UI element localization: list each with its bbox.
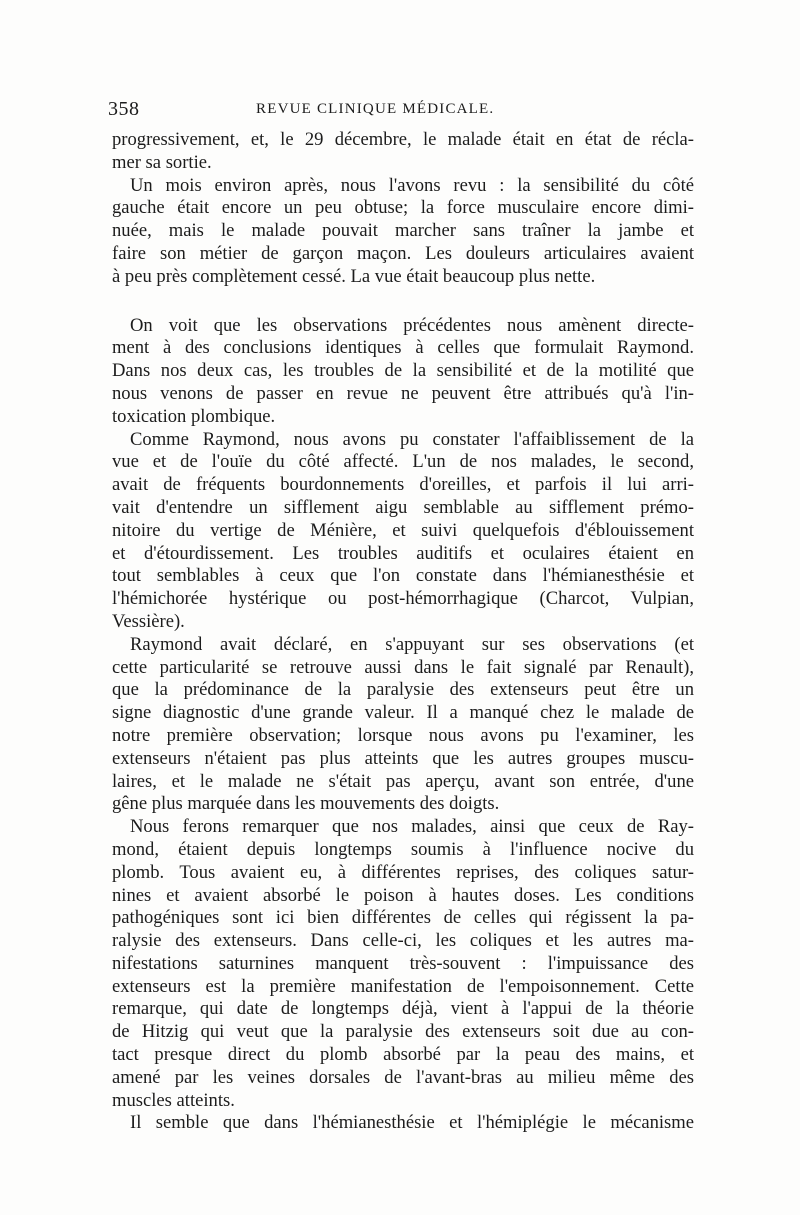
- text-line: gauche était encore un peu obtuse; la force musculaire encore dimi-: [112, 197, 694, 219]
- text-line: signe diagnostic d'une grande valeur. Il a manqué chez le malade de: [112, 702, 694, 724]
- text-line: Il semble que dans l'hémianesthésie et l'hémiplégie le mécanisme: [130, 1112, 694, 1134]
- text-line: muscles atteints.: [112, 1089, 235, 1111]
- paragraph: [112, 175, 694, 289]
- page-header: [106, 98, 696, 122]
- paragraph: [112, 315, 694, 429]
- text-line: et d'étourdissement. Les troubles auditifs et oculaires étaient en: [112, 542, 694, 564]
- text-line: remarque, qui date de longtemps déjà, vient à l'appui de la théorie: [112, 998, 694, 1020]
- text-line: ralysie des extenseurs. Dans celle-ci, les coliques et les autres ma-: [112, 930, 694, 952]
- text-line: amené par les veines dorsales de l'avant-bras au milieu même des: [112, 1066, 694, 1088]
- text-line: gêne plus marquée dans les mouvements des doigts.: [112, 793, 500, 815]
- text-line: Vessière).: [112, 610, 185, 632]
- text-line: mer sa sortie.: [112, 151, 212, 173]
- text-line: extenseurs est la première manifestation de l'empoisonnement. Cette: [112, 975, 694, 997]
- text-line: Dans nos deux cas, les troubles de la sensibilité et de la motilité que: [112, 360, 694, 382]
- text-line: progressivement, et, le 29 décembre, le malade était en état de récla-: [112, 129, 694, 150]
- text-line: l'hémichorée hystérique ou post-hémorrhagique (Charcot, Vulpian,: [112, 588, 694, 610]
- text-line: nines et avaient absorbé le poison à hautes doses. Les conditions: [112, 884, 694, 906]
- running-title: REVUE CLINIQUE MÉDICALE.: [256, 101, 495, 117]
- text-line: plomb. Tous avaient eu, à différentes reprises, des coliques satur-: [112, 861, 694, 883]
- text-line: vait d'entendre un sifflement aigu semblable au sifflement prémo-: [112, 496, 694, 518]
- text-line: mond, étaient depuis longtemps soumis à l'influence nocive du: [112, 838, 694, 860]
- text-line: extenseurs n'étaient pas plus atteints que les autres groupes muscu-: [112, 747, 694, 769]
- paragraph: [112, 634, 694, 816]
- text-line: vue et de l'ouïe du côté affecté. L'un de nos malades, le second,: [112, 451, 694, 473]
- paragraph: [112, 429, 694, 634]
- text-line: On voit que les observations précédentes nous amènent directe-: [130, 314, 694, 336]
- text-line: que la prédominance de la paralysie des extenseurs peut être un: [112, 679, 694, 701]
- page-number: 358: [108, 98, 140, 120]
- text-line: nous venons de passer en revue ne peuvent être attribués qu'à l'in-: [112, 382, 694, 404]
- body-text: [112, 129, 694, 1135]
- text-line: nitoire du vertige de Ménière, et suivi quelquefois d'éblouissement: [112, 519, 694, 541]
- paragraph: [112, 816, 694, 1112]
- text-line: de Hitzig qui veut que la paralysie des extenseurs soit due au con-: [112, 1021, 694, 1043]
- text-line: tout semblables à ceux que l'on constate dans l'hémianesthésie et: [112, 565, 694, 587]
- text-line: pathogéniques sont ici bien différentes de celles qui régissent la pa-: [112, 907, 694, 929]
- text-line: Comme Raymond, nous avons pu constater l'affaiblissement de la: [130, 428, 694, 450]
- text-line: Un mois environ après, nous l'avons revu : la sensibilité du côté: [130, 174, 694, 196]
- text-line: ment à des conclusions identiques à celles que formulait Raymond.: [112, 337, 694, 359]
- paragraph-gap: [112, 289, 694, 315]
- text-line: Raymond avait déclaré, en s'appuyant sur ses observations (et: [130, 633, 694, 655]
- text-line: avait de fréquents bourdonnements d'oreilles, et parfois il lui arri-: [112, 474, 694, 496]
- text-line: tact presque direct du plomb absorbé par la peau des mains, et: [112, 1044, 694, 1066]
- text-line: toxication plombique.: [112, 405, 276, 427]
- text-line: à peu près complètement cessé. La vue était beaucoup plus nette.: [112, 265, 596, 287]
- paragraph: [112, 129, 694, 175]
- text-line: laires, et le malade ne s'était pas aperçu, avant son entrée, d'une: [112, 770, 694, 792]
- text-line: nuée, mais le malade pouvait marcher sans traîner la jambe et: [112, 220, 694, 242]
- text-line: nifestations saturnines manquent très-souvent : l'impuissance des: [112, 952, 694, 974]
- text-line: faire son métier de garçon maçon. Les douleurs articulaires avaient: [112, 242, 694, 264]
- paragraph: [112, 1112, 694, 1135]
- text-line: Nous ferons remarquer que nos malades, ainsi que ceux de Ray-: [130, 816, 694, 838]
- text-line: notre première observation; lorsque nous avons pu l'examiner, les: [112, 724, 694, 746]
- text-line: cette particularité se retrouve aussi dans le fait signalé par Renault),: [112, 656, 694, 678]
